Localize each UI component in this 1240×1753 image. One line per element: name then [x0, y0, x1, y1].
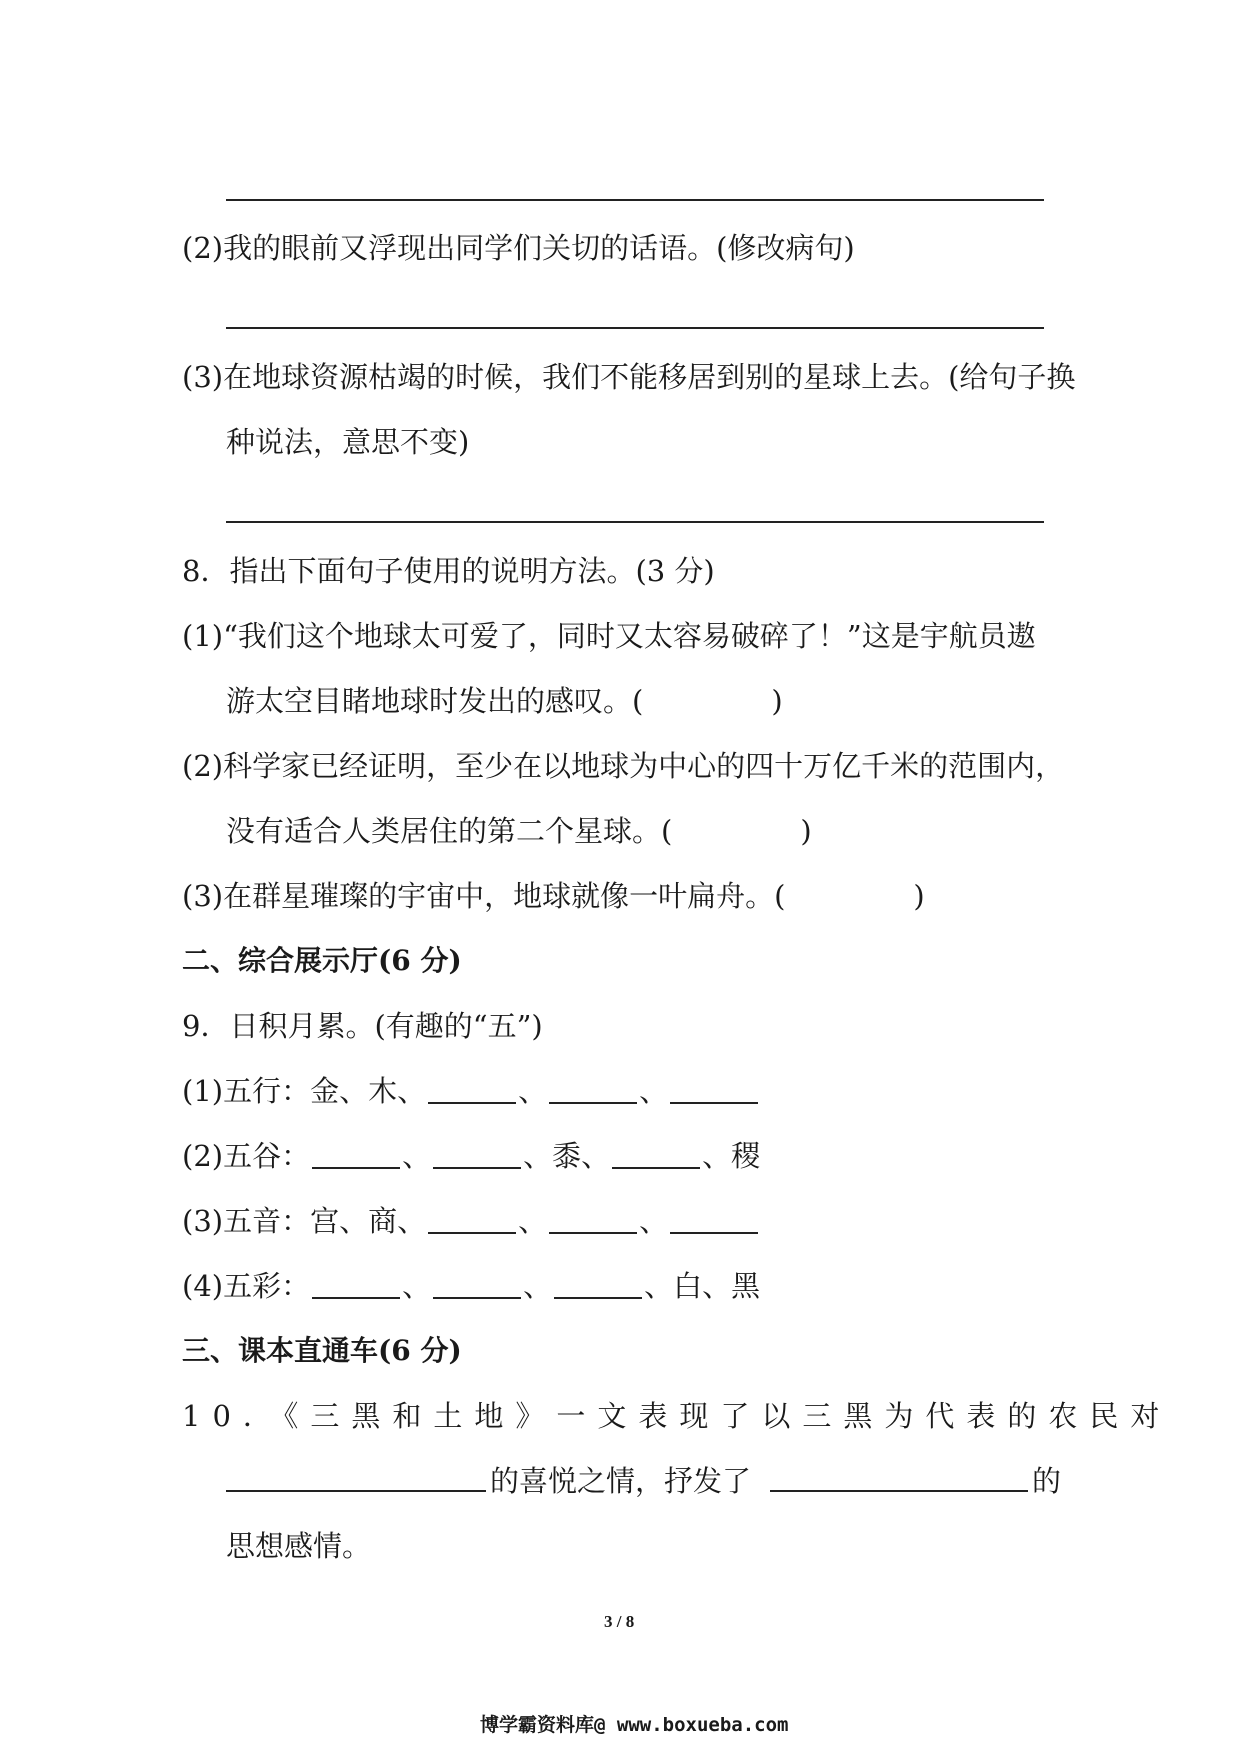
blank-field[interactable]: [670, 1204, 758, 1234]
blank-field[interactable]: [549, 1074, 637, 1104]
q9-row-2-fixed: 、黍、: [523, 1139, 611, 1173]
blank-field[interactable]: [554, 1269, 642, 1299]
q8-sentence-2-line2: [226, 811, 812, 851]
q10-line-2-end: 的: [1032, 1464, 1062, 1498]
separator: 、: [523, 1269, 553, 1303]
blank-field[interactable]: [428, 1074, 516, 1104]
q8-close-paren-1: ): [771, 684, 783, 718]
separator: 、: [639, 1074, 669, 1108]
page-number: 3 / 8: [604, 1612, 635, 1631]
separator: 、: [518, 1074, 548, 1108]
q8-sentence-2-line1: (2)科学家已经证明，至少在以地球为中心的四十万亿千米的范围内，: [182, 749, 1065, 783]
q9-row-4-end: 、白、黑: [644, 1269, 761, 1303]
q8-sentence-3: [182, 876, 925, 916]
q8-sentence-1-line2: [226, 681, 783, 721]
q9-row-2-end: 、稷: [702, 1139, 761, 1173]
q8-close-paren-3: ): [913, 879, 925, 913]
q8-title: 8．指出下面句子使用的说明方法。(3 分): [182, 554, 715, 588]
q9-row-1: [182, 1071, 760, 1111]
q9-row-2-label: (2)五谷：: [182, 1139, 311, 1173]
blank-field[interactable]: [312, 1269, 400, 1299]
answer-line-q7-2[interactable]: [226, 327, 1044, 329]
q9-row-3-label: (3)五音：宫、商、: [182, 1204, 427, 1238]
q9-row-4: [182, 1266, 760, 1306]
separator: 、: [402, 1139, 432, 1173]
q9-row-4-label: (4)五彩：: [182, 1269, 311, 1303]
q8-s1-text: 游太空目睹地球时发出的感叹。(: [226, 684, 644, 718]
q9-row-3: [182, 1201, 760, 1241]
blank-field[interactable]: [670, 1074, 758, 1104]
section-3-heading: 三、课本直通车(6 分): [182, 1334, 462, 1367]
q10-blank-2[interactable]: [770, 1490, 1028, 1492]
blank-field[interactable]: [428, 1204, 516, 1234]
q7-sentence-3-line2: 种说法，意思不变): [226, 425, 470, 459]
q8-sentence-1-line1: (1)“我们这个地球太可爱了，同时又太容易破碎了！”这是宇航员遨: [182, 619, 1036, 653]
separator: 、: [639, 1204, 669, 1238]
answer-line-q7-3[interactable]: [226, 521, 1044, 523]
q9-row-1-label: (1)五行：金、木、: [182, 1074, 427, 1108]
q7-sentence-3-line1: (3)在地球资源枯竭的时候，我们不能移居到别的星球上去。(给句子换: [182, 360, 1076, 394]
q10-line-1: 10．《三黑和土地》一文表现了以三黑为代表的农民对: [182, 1399, 1172, 1433]
q10-line-2-mid: 的喜悦之情，抒发了: [490, 1464, 752, 1498]
blank-field[interactable]: [612, 1139, 700, 1169]
q8-s2-text: 没有适合人类居住的第二个星球。(: [226, 814, 673, 848]
blank-field[interactable]: [433, 1269, 521, 1299]
footer-watermark: 博学霸资料库@ www.boxueba.com: [480, 1714, 789, 1736]
answer-line-q7-1[interactable]: [226, 199, 1044, 201]
q7-sentence-2: (2)我的眼前又浮现出同学们关切的话语。(修改病句): [182, 231, 855, 265]
blank-field[interactable]: [312, 1139, 400, 1169]
separator: 、: [402, 1269, 432, 1303]
q9-title: 9．日积月累。(有趣的“五”): [182, 1009, 543, 1043]
blank-field[interactable]: [433, 1139, 521, 1169]
q10-blank-1[interactable]: [226, 1490, 486, 1492]
q8-close-paren-2: ): [800, 814, 812, 848]
q9-row-2: [182, 1136, 760, 1176]
section-2-heading: 二、综合展示厅(6 分): [182, 944, 462, 977]
q8-s3-text: (3)在群星璀璨的宇宙中，地球就像一叶扁舟。(: [182, 879, 786, 913]
q10-line-3: 思想感情。: [226, 1529, 372, 1563]
separator: 、: [518, 1204, 548, 1238]
blank-field[interactable]: [549, 1204, 637, 1234]
